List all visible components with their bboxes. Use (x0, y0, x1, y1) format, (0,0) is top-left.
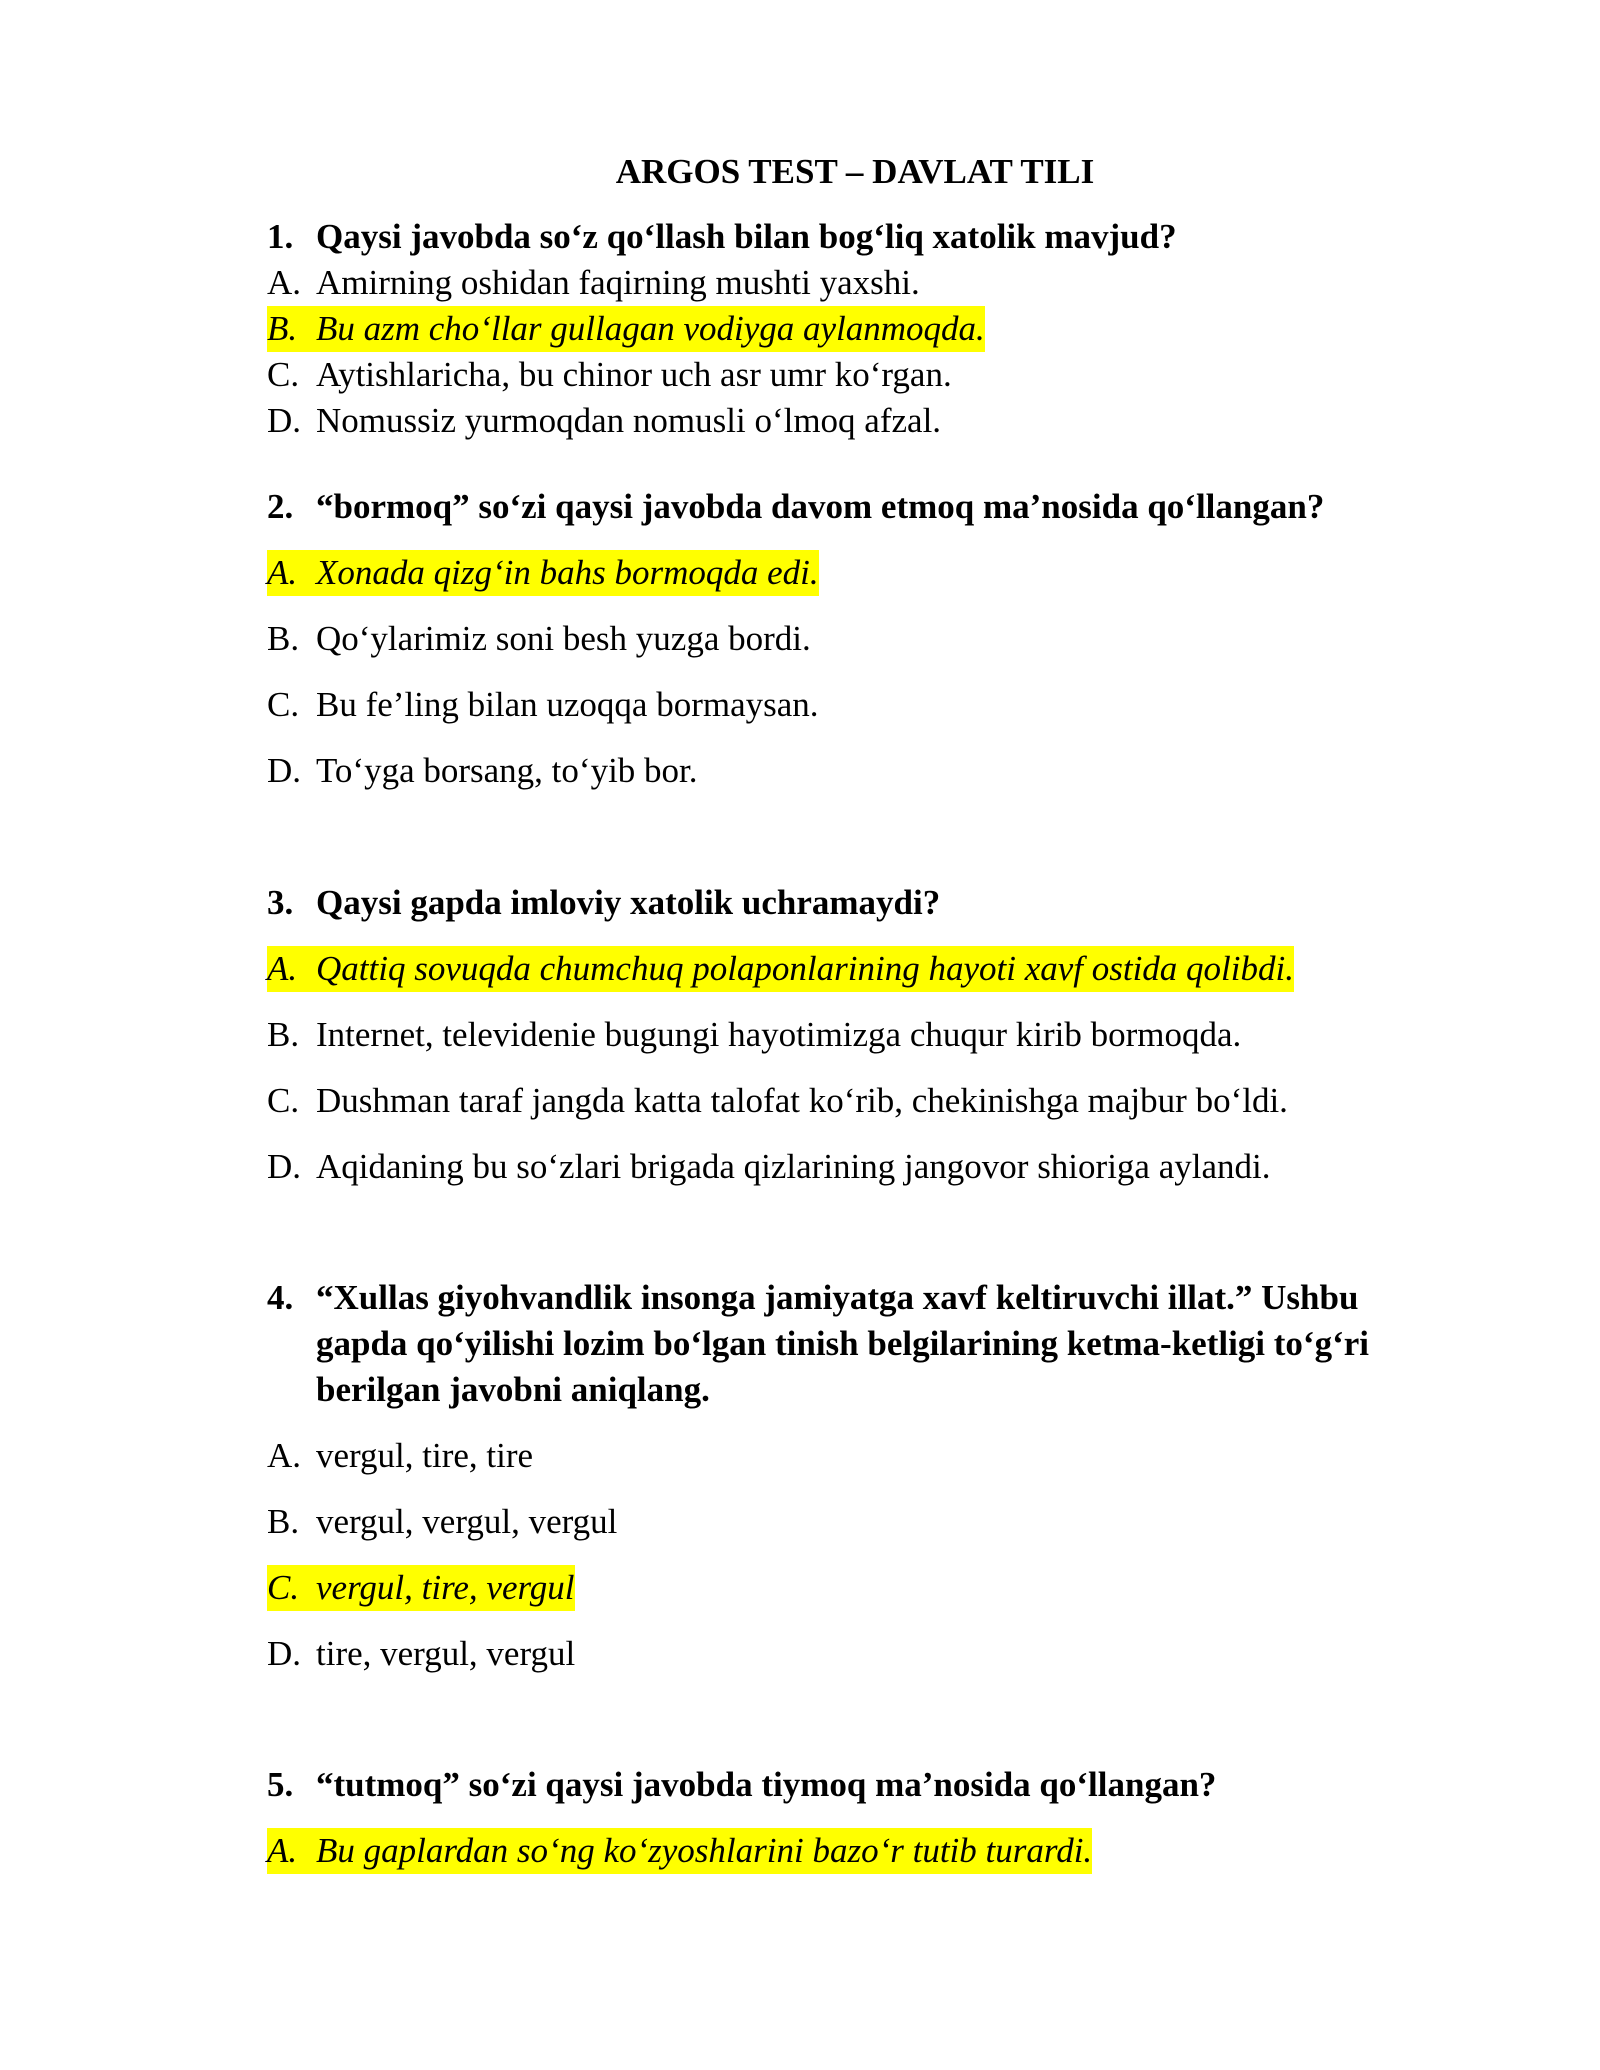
question-number: 3. (267, 883, 294, 922)
option-list (267, 260, 1437, 444)
option-a-correct[interactable] (267, 1828, 1437, 1874)
question-body: “bormoq” so‘zi qaysi javobda davom etmoq ma’nosida qo‘llangan? (316, 487, 1325, 526)
question-text (267, 214, 1437, 260)
option-list (267, 1433, 1437, 1677)
option-c[interactable] (267, 682, 1437, 728)
question-text (267, 1275, 1437, 1413)
question-1 (267, 214, 1437, 444)
option-a-correct[interactable] (267, 946, 1437, 992)
question-body: Qaysi javobda so‘z qo‘llash bilan bog‘liq xatolik mavjud? (316, 217, 1177, 256)
option-letter: D. (267, 401, 302, 440)
option-text: tire, vergul, vergul (316, 1634, 576, 1673)
option-text: Amirning oshidan faqirning mushti yaxshi. (316, 263, 920, 302)
option-d[interactable] (267, 1144, 1437, 1190)
option-letter: A. (267, 263, 302, 302)
question-number: 4. (267, 1278, 294, 1317)
question-text (267, 880, 1437, 926)
option-text: vergul, vergul, vergul (316, 1502, 618, 1541)
option-letter: B. (267, 619, 300, 658)
option-list (267, 550, 1437, 794)
option-text: Bu fe’ling bilan uzoqqa bormaysan. (316, 685, 819, 724)
option-text: vergul, tire, tire (316, 1436, 534, 1475)
option-text: vergul, tire, vergul (316, 1568, 575, 1607)
question-text (267, 1762, 1437, 1808)
option-letter: D. (267, 1147, 302, 1186)
question-body: Qaysi gapda imloviy xatolik uchramaydi? (316, 883, 941, 922)
option-text: Qo‘ylarimiz soni besh yuzga bordi. (316, 619, 811, 658)
option-text: Dushman taraf jangda katta talofat ko‘rib, chekinishga majbur bo‘ldi. (316, 1081, 1288, 1120)
option-b[interactable] (267, 1499, 1437, 1545)
page-title: ARGOS TEST – DAVLAT TILI (615, 152, 1095, 191)
question-4 (267, 1275, 1437, 1677)
option-c-correct[interactable] (267, 1565, 1437, 1611)
option-letter: C. (267, 685, 300, 724)
option-text: Qattiq sovuqda chumchuq polaponlarining hayoti xavf ostida qolibdi. (316, 949, 1294, 988)
option-c[interactable] (267, 352, 1437, 398)
question-number: 2. (267, 487, 294, 526)
option-text: Aytishlaricha, bu chinor uch asr umr ko‘rgan. (316, 355, 952, 394)
option-b[interactable] (267, 1012, 1437, 1058)
option-list (267, 1828, 1437, 1874)
option-letter: B. (267, 1502, 300, 1541)
option-letter: A. (267, 1436, 302, 1475)
option-letter: A. (267, 1831, 298, 1870)
option-letter: A. (267, 553, 298, 592)
question-5 (267, 1762, 1437, 1874)
option-text: Bu gaplardan so‘ng ko‘zyoshlarini bazo‘r tutib turardi. (316, 1831, 1093, 1870)
question-number: 5. (267, 1765, 294, 1804)
option-letter: A. (267, 949, 298, 988)
option-text: To‘yga borsang, to‘yib bor. (316, 751, 698, 790)
option-a-correct[interactable] (267, 550, 1437, 596)
option-text: Internet, televidenie bugungi hayotimizga chuqur kirib bormoqda. (316, 1015, 1242, 1054)
question-3 (267, 880, 1437, 1190)
option-list (267, 946, 1437, 1190)
question-text (267, 484, 1437, 530)
option-d[interactable] (267, 398, 1437, 444)
question-2 (267, 484, 1437, 794)
option-c[interactable] (267, 1078, 1437, 1124)
option-b-correct[interactable] (267, 306, 1437, 352)
option-letter: D. (267, 751, 302, 790)
question-body: “tutmoq” so‘zi qaysi javobda tiymoq ma’nosida qo‘llangan? (316, 1765, 1217, 1804)
option-letter: D. (267, 1634, 302, 1673)
option-text: Xonada qizg‘in bahs bormoqda edi. (316, 553, 819, 592)
option-b[interactable] (267, 616, 1437, 662)
question-number: 1. (267, 217, 294, 256)
option-text: Bu azm cho‘llar gullagan vodiyga aylanmoqda. (316, 309, 985, 348)
option-a[interactable] (267, 1433, 1437, 1479)
option-letter: C. (267, 355, 300, 394)
option-letter: B. (267, 1015, 300, 1054)
option-text: Aqidaning bu so‘zlari brigada qizlarining jangovor shioriga aylandi. (316, 1147, 1271, 1186)
option-letter: B. (267, 309, 298, 348)
option-letter: C. (267, 1568, 300, 1607)
option-text: Nomussiz yurmoqdan nomusli o‘lmoq afzal. (316, 401, 942, 440)
option-letter: C. (267, 1081, 300, 1120)
option-d[interactable] (267, 748, 1437, 794)
option-a[interactable] (267, 260, 1437, 306)
option-d[interactable] (267, 1631, 1437, 1677)
question-body: “Xullas giyohvandlik insonga jamiyatga xavf keltiruvchi illat.” Ushbu gapda qo‘yilishi lozim bo‘lgan tinish belgilarining ketma-ketligi to‘g‘ri berilgan javobni aniqlang. (316, 1278, 1369, 1409)
